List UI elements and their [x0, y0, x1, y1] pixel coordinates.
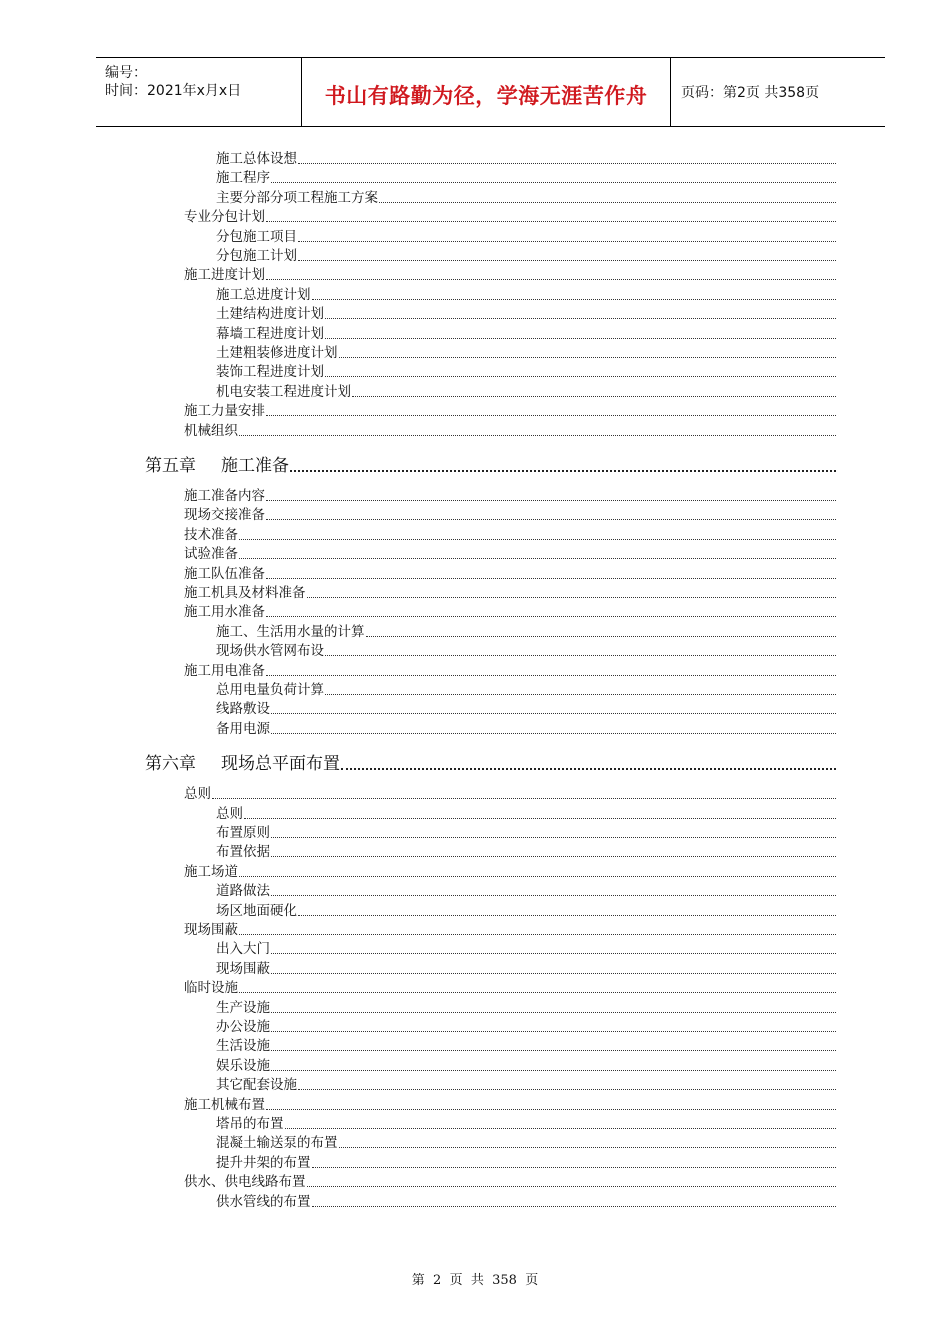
- toc-entry[interactable]: [216, 147, 836, 167]
- toc-entry-label: 娱乐设施: [216, 1057, 270, 1074]
- toc-entry[interactable]: [216, 802, 836, 822]
- toc-dot-leader: [312, 299, 837, 300]
- toc-dot-leader: [266, 221, 836, 222]
- toc-entry-label: 现场供水管网布设: [216, 643, 324, 660]
- toc-entry-label: 施工场道: [184, 863, 238, 880]
- toc-entry-label: 施工用电准备: [184, 662, 265, 679]
- toc-entry[interactable]: [184, 205, 836, 225]
- toc-dot-leader: [271, 953, 836, 954]
- toc-entry[interactable]: [216, 1190, 836, 1210]
- toc-entry-label: 总则: [184, 786, 211, 803]
- toc-dot-leader: [271, 182, 836, 183]
- toc-entry[interactable]: [216, 380, 836, 400]
- toc-entry[interactable]: [216, 1015, 836, 1035]
- toc-entry[interactable]: [184, 782, 836, 802]
- toc-entry[interactable]: [216, 283, 836, 303]
- toc-entry-label: 专业分包计划: [184, 209, 265, 226]
- toc-entry-label: 分包施工计划: [216, 248, 297, 264]
- toc-dot-leader: [298, 163, 836, 164]
- toc-dot-leader: [239, 876, 836, 877]
- toc-chapter-number: 第六章: [145, 754, 196, 775]
- toc-entry-label: 临时设施: [184, 980, 238, 997]
- toc-chapter-entry[interactable]: [145, 452, 836, 476]
- toc-dot-leader: [266, 519, 836, 520]
- toc-dot-leader: [239, 992, 836, 993]
- toc-entry[interactable]: [216, 717, 836, 737]
- toc-entry[interactable]: [216, 1073, 836, 1093]
- toc-entry[interactable]: [184, 484, 836, 504]
- toc-entry[interactable]: [216, 957, 836, 977]
- toc-entry-label: 技术准备: [184, 526, 238, 543]
- toc-entry[interactable]: [216, 840, 836, 860]
- toc-dot-leader: [266, 616, 836, 617]
- toc-entry[interactable]: [184, 523, 836, 543]
- toc-entry[interactable]: [184, 659, 836, 679]
- toc-entry[interactable]: [184, 419, 836, 439]
- toc-dot-leader: [307, 597, 837, 598]
- toc-entry[interactable]: [216, 1131, 836, 1151]
- toc-dot-leader: [266, 578, 836, 579]
- toc-dot-leader: [352, 396, 836, 397]
- toc-entry-label: 总用电量负荷计算: [216, 682, 324, 698]
- toc-dot-leader: [212, 798, 836, 799]
- toc-dot-leader: [325, 338, 836, 339]
- toc-entry-label: 土建粗装修进度计划: [216, 345, 338, 361]
- toc-entry-label: 施工机具及材料准备: [184, 585, 306, 601]
- toc-chapter-title: 施工准备: [221, 456, 289, 476]
- toc-dot-leader: [239, 435, 836, 436]
- toc-dot-leader: [379, 202, 836, 203]
- toc-dot-leader: [239, 539, 836, 540]
- toc-entry[interactable]: [216, 879, 836, 899]
- toc-entry[interactable]: [216, 360, 836, 380]
- toc-dot-leader: [298, 1089, 836, 1090]
- toc-entry-label: 幕墙工程进度计划: [216, 325, 324, 342]
- toc-entry-label: 施工总进度计划: [216, 286, 311, 303]
- toc-entry[interactable]: [184, 600, 836, 620]
- toc-entry-label: 总则: [216, 805, 243, 822]
- toc-entry[interactable]: [216, 1151, 836, 1171]
- toc-entry-label: 施工队伍准备: [184, 565, 265, 582]
- toc-entry[interactable]: [184, 399, 836, 419]
- toc-entry-label: 其它配套设施: [216, 1077, 297, 1094]
- toc-entry[interactable]: [216, 1112, 836, 1132]
- toc-entry-label: 施工机械布置: [184, 1096, 265, 1113]
- toc-entry-label: 混凝土输送泵的布置: [216, 1135, 338, 1152]
- toc-dot-leader: [271, 973, 836, 974]
- toc-dot-leader: [307, 1186, 837, 1187]
- toc-entry[interactable]: [216, 937, 836, 957]
- toc-entry-label: 机电安装工程进度计划: [216, 383, 351, 400]
- toc-dot-leader: [271, 856, 836, 857]
- toc-entry-label: 机械组织: [184, 422, 238, 439]
- toc-chapter-number: 第五章: [145, 456, 196, 476]
- toc-dot-leader: [271, 1012, 836, 1013]
- toc-dot-leader: [312, 1167, 837, 1168]
- toc-entry[interactable]: [216, 1034, 836, 1054]
- toc-entry-label: 塔吊的布置: [216, 1116, 284, 1132]
- toc-entry-label: 生活设施: [216, 1038, 270, 1055]
- toc-dot-leader: [271, 1070, 836, 1071]
- toc-entry[interactable]: [216, 244, 836, 264]
- toc-dot-leader: [266, 675, 836, 676]
- toc-dot-leader: [325, 694, 836, 695]
- toc-entry[interactable]: [184, 860, 836, 880]
- header-info-cell: [96, 58, 302, 126]
- toc-entry-label: 施工力量安排: [184, 403, 265, 420]
- toc-entry[interactable]: [216, 225, 836, 245]
- toc-dot-leader: [266, 415, 836, 416]
- toc-dot-leader: [266, 279, 836, 280]
- toc-dot-leader: [271, 733, 836, 734]
- toc-entry[interactable]: [216, 899, 836, 919]
- toc-entry[interactable]: [184, 1170, 836, 1190]
- toc-chapter-title: 现场总平面布置: [221, 754, 340, 775]
- toc-entry-label: 现场交接准备: [184, 507, 265, 524]
- toc-entry[interactable]: [184, 581, 836, 601]
- toc-entry-label: 施工、生活用水量的计算: [216, 623, 365, 640]
- toc-entry[interactable]: [216, 322, 836, 342]
- toc-entry[interactable]: [216, 996, 836, 1016]
- toc-dot-leader: [239, 558, 836, 559]
- page-header: [96, 57, 885, 127]
- document-time-label: 时间：2021年x月x日: [105, 83, 242, 99]
- toc-dot-leader: [325, 318, 836, 319]
- toc-dot-leader: [271, 895, 836, 896]
- toc-entry-label: 施工用水准备: [184, 604, 265, 621]
- toc-entry[interactable]: [184, 503, 836, 523]
- toc-entry-label: 道路做法: [216, 883, 270, 900]
- header-page-cell: [671, 58, 885, 126]
- toc-entry-label: 施工总体设想: [216, 151, 297, 167]
- header-page-info: 页码：第2页 共358页: [681, 85, 820, 101]
- toc-entry-label: 供水管线的布置: [216, 1193, 311, 1210]
- toc-dot-leader: [298, 241, 836, 242]
- toc-entry-label: 施工进度计划: [184, 267, 265, 284]
- toc-entry[interactable]: [216, 166, 836, 186]
- toc-entry-label: 线路敷设: [216, 701, 270, 718]
- toc-entry-label: 布置原则: [216, 825, 270, 841]
- toc-entry-label: [145, 456, 289, 476]
- header-motto-cell: [302, 58, 671, 126]
- document-number-label: 编号：: [105, 65, 147, 81]
- toc-entry-label: 现场围蔽: [184, 922, 238, 938]
- toc-entry-label: 试验准备: [184, 546, 238, 563]
- toc-entry-label: 供水、供电线路布置: [184, 1174, 306, 1191]
- toc-entry-label: 场区地面硬化: [216, 902, 297, 919]
- toc-entry[interactable]: [216, 821, 836, 841]
- toc-entry-label: 装饰工程进度计划: [216, 364, 324, 381]
- toc-dot-leader: [366, 636, 837, 637]
- toc-dot-leader: [271, 1050, 836, 1051]
- toc-entry[interactable]: [184, 1093, 836, 1113]
- header-motto: 书山有路勤为径，学海无涯苦作舟: [324, 83, 648, 108]
- toc-entry-label: 现场围蔽: [216, 960, 270, 977]
- toc-dot-leader: [341, 768, 836, 770]
- toc-entry-label: [145, 754, 340, 774]
- toc-entry[interactable]: [216, 620, 836, 640]
- toc-entry-label: 布置依据: [216, 844, 270, 861]
- toc-entry[interactable]: [216, 341, 836, 361]
- toc-entry[interactable]: [216, 697, 836, 717]
- toc-dot-leader: [271, 837, 836, 838]
- toc-dot-leader: [244, 818, 836, 819]
- toc-entry-label: 施工程序: [216, 170, 270, 187]
- toc-dot-leader: [285, 1128, 837, 1129]
- page-footer: 第 2 页 共 358 页: [411, 1273, 539, 1288]
- toc-entry-label: 出入大门: [216, 941, 270, 958]
- toc-entry[interactable]: [216, 302, 836, 322]
- toc-chapter-entry[interactable]: [145, 750, 836, 774]
- toc-entry-label: 施工准备内容: [184, 488, 265, 504]
- toc-dot-leader: [298, 260, 836, 261]
- toc-dot-leader: [325, 655, 836, 656]
- toc-dot-leader: [339, 357, 837, 358]
- toc-entry-label: 土建结构进度计划: [216, 306, 324, 323]
- toc-entry-label: 提升井架的布置: [216, 1154, 311, 1171]
- toc-entry[interactable]: [216, 1054, 836, 1074]
- toc-entry-label: 生产设施: [216, 999, 270, 1016]
- toc-entry-label: 分包施工项目: [216, 228, 297, 245]
- toc-entry[interactable]: [184, 976, 836, 996]
- toc-entry[interactable]: [184, 542, 836, 562]
- toc-entry-label: 主要分部分项工程施工方案: [216, 189, 378, 206]
- toc-entry-label: 办公设施: [216, 1019, 270, 1035]
- toc-entry[interactable]: [216, 186, 836, 206]
- toc-entry-label: 备用电源: [216, 720, 270, 737]
- toc-entry[interactable]: [184, 918, 836, 938]
- toc-dot-leader: [339, 1147, 837, 1148]
- toc-dot-leader: [239, 934, 836, 935]
- toc-dot-leader: [312, 1206, 837, 1207]
- toc-dot-leader: [271, 713, 836, 714]
- toc-dot-leader: [266, 500, 836, 501]
- toc-dot-leader: [325, 376, 836, 377]
- toc-dot-leader: [266, 1109, 836, 1110]
- toc-dot-leader: [290, 470, 836, 472]
- toc-dot-leader: [298, 915, 836, 916]
- toc-dot-leader: [271, 1031, 836, 1032]
- toc-entry[interactable]: [184, 562, 836, 582]
- toc-entry[interactable]: [216, 639, 836, 659]
- toc-entry[interactable]: [216, 678, 836, 698]
- toc-entry[interactable]: [184, 263, 836, 283]
